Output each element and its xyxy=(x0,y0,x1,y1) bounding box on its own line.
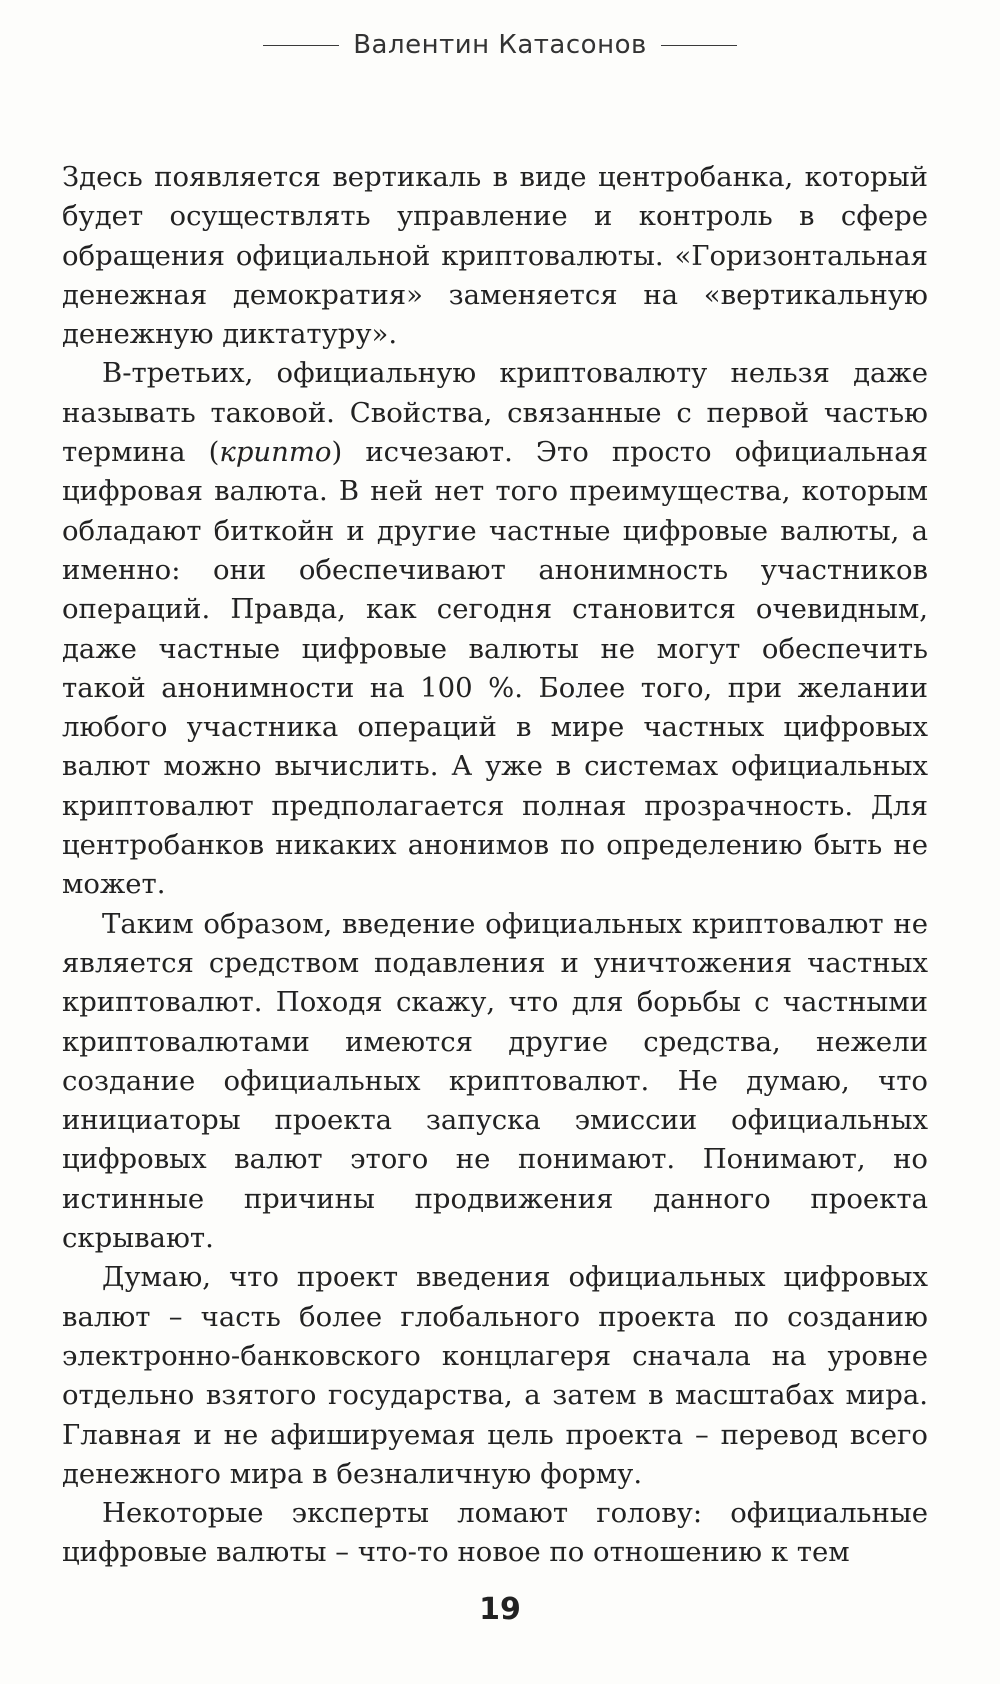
paragraph-4: Думаю, что проект введения официальных цифровых валют – часть более глобального проекта по созданию электронно-банковского концлагеря сначала на уровне отдельно взятого государства, а затем в масштабах мира. Главная и не афишируемая цель проекта – перевод всего денежного мира в безналичную форму. xyxy=(62,1261,928,1490)
paragraph-5: Некоторые эксперты ломают голову: официальные цифровые валюты – что-то новое по отношению к тем xyxy=(62,1497,928,1569)
paragraph-3: Таким образом, введение официальных криптовалют не является средством подавления и уничтожения частных криптовалют. Походя скажу, что для борьбы с частными криптовалютами имеются другие средства, нежели создание официальных криптовалют. Не думаю, что инициаторы проекта запуска эмиссии официальных цифровых валют этого не понимают. Понимают, но истинные причины продвижения данного проекта скрывают. xyxy=(62,907,928,1255)
page-number: 19 xyxy=(479,1592,521,1627)
paragraph-2 xyxy=(62,354,928,904)
running-head xyxy=(0,30,1000,60)
running-head-right-rule xyxy=(661,45,737,46)
paragraph-2-italic-term: крипто xyxy=(219,436,332,469)
body-text xyxy=(62,158,928,1573)
running-head-left-rule xyxy=(263,45,339,46)
paragraph-2-part-2: ) исчезают. Это просто официальная цифровая валюта. В ней нет того преимущества, которым обладают биткойн и другие частные цифровые валюты, а именно: они обеспечивают анонимность участников операций. Правда, как сегодня становится очевидным, даже частные цифровые валюты не могут обеспечить такой анонимности на 100 %. Более того, при желании любого участника операций в мире частных цифровых валют можно вычислить. А уже в системах официальных криптовалют предполагается полная прозрачность. Для центробанков никаких анонимов по определению быть не может. xyxy=(62,436,928,901)
paragraph-2-part-1: В-третьих, официальную криптовалюту нельзя даже называть таковой. Свойства, связанные с первой частью термина ( xyxy=(62,357,928,469)
running-head-author: Валентин Катасонов xyxy=(353,30,647,60)
paragraph-1: Здесь появляется вертикаль в виде центробанка, который будет осуществлять управление и контроль в сфере обращения официальной криптовалюты. «Горизонтальная денежная демократия» заменяется на «вертикальную денежную диктатуру». xyxy=(62,161,928,351)
